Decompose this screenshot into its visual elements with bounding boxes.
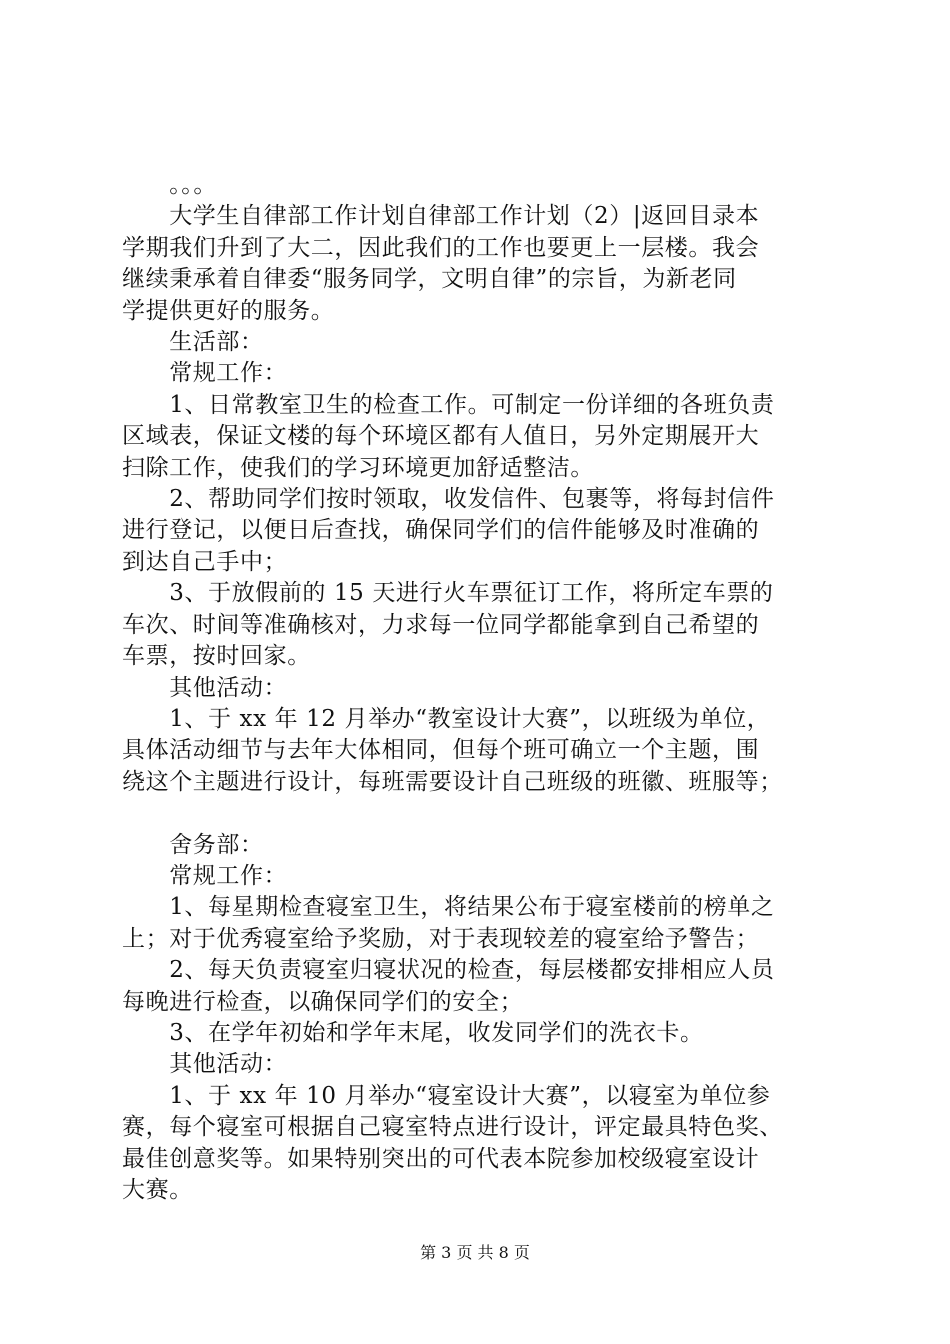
text-line: 1、日常教室卫生的检查工作。可制定一份详细的各班负责 [122, 391, 775, 418]
text-line: 2、帮助同学们按时领取，收发信件、包裹等，将每封信件 [122, 486, 775, 513]
text-line: 学提供更好的服务。 [122, 297, 335, 324]
text-line: 上；对于优秀寝室给予奖励，对于表现较差的寝室给予警告； [122, 925, 760, 952]
subsection-heading: 其他活动： [122, 674, 288, 701]
text-line: 每晚进行检查，以确保同学们的安全； [122, 988, 524, 1015]
text-line: 。。。 [122, 172, 217, 198]
text-line: 车次、时间等准确核对，力求每一位同学都能拿到自己希望的 [122, 611, 760, 638]
text-line: 1、每星期检查寝室卫生，将结果公布于寝室楼前的榜单之 [122, 894, 775, 921]
text-line: 绕这个主题进行设计，每班需要设计自己班级的班徽、班服等； [122, 768, 783, 795]
page-footer: 第 3 页 共 8 页 [420, 1243, 530, 1262]
text-line: 3、在学年初始和学年末尾，收发同学们的洗衣卡。 [122, 1019, 704, 1046]
document-body [122, 170, 834, 1206]
text-line: 到达自己手中； [122, 548, 288, 575]
text-line: 3、于放假前的 15 天进行火车票征订工作，将所定车票的 [122, 580, 774, 607]
text-line: 1、于 xx 年 12 月举办“教室设计大赛”，以班级为单位， [122, 705, 771, 732]
blank-line [122, 798, 834, 829]
subsection-heading: 常规工作： [122, 862, 288, 889]
section-heading: 生活部： [122, 329, 264, 356]
text-line: 赛，每个寝室可根据自己寝室特点进行设计，评定最具特色奖、 [122, 1114, 783, 1141]
text-line: 扫除工作，使我们的学习环境更加舒适整洁。 [122, 454, 594, 481]
text-line: 具体活动细节与去年大体相同，但每个班可确立一个主题，围 [122, 737, 760, 764]
text-line: 大学生自律部工作计划自律部工作计划（2）|返回目录本 [122, 203, 760, 230]
section-heading: 舍务部： [122, 831, 264, 858]
text-line: 继续秉承着自律委“服务同学，文明自律”的宗旨，为新老同 [122, 266, 737, 293]
subsection-heading: 常规工作： [122, 360, 288, 387]
text-line: 最佳创意奖等。如果特别突出的可代表本院参加校级寝室设计 [122, 1145, 760, 1172]
text-line: 1、于 xx 年 10 月举办“寝室设计大赛”，以寝室为单位参 [122, 1082, 771, 1109]
text-line: 进行登记，以便日后查找，确保同学们的信件能够及时准确的 [122, 517, 760, 544]
text-line: 学期我们升到了大二，因此我们的工作也要更上一层楼。我会 [122, 234, 760, 261]
text-line: 2、每天负责寝室归寝状况的检查，每层楼都安排相应人员 [122, 957, 775, 984]
text-line: 大赛。 [122, 1176, 193, 1203]
text-line: 车票，按时回家。 [122, 643, 311, 670]
text-line: 区域表，保证文楼的每个环境区都有人值日，另外定期展开大 [122, 423, 760, 450]
subsection-heading: 其他活动： [122, 1051, 288, 1078]
